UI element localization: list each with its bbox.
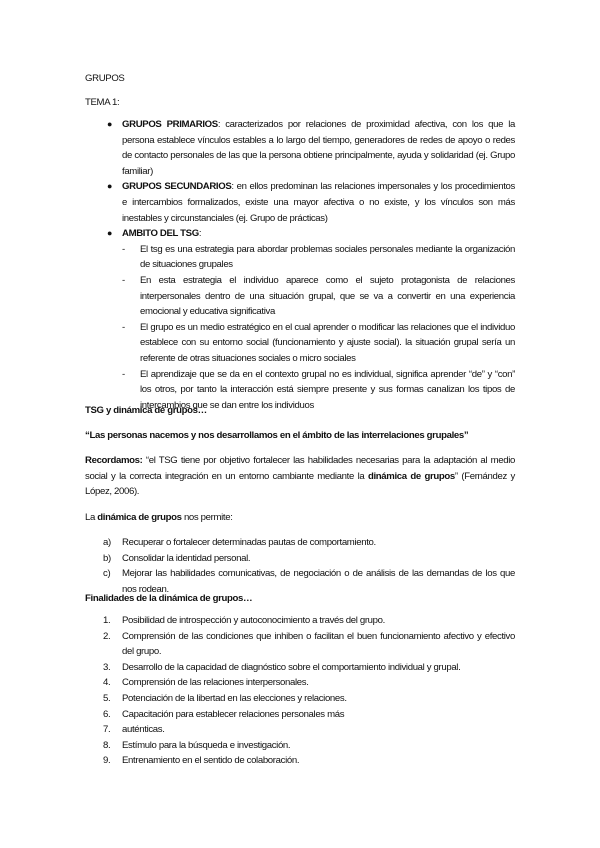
dash-icon: - <box>122 243 125 255</box>
emphasis: dinámica de grupos <box>97 512 182 523</box>
marker: c) <box>103 568 111 580</box>
list-item <box>85 722 515 738</box>
list-item <box>85 226 515 242</box>
list-item <box>85 117 515 179</box>
item-text: Recuperar o fortalecer determinadas pautas de comportamiento. <box>122 537 376 548</box>
item-text: Comprensión de las condiciones que inhiben o facilitan el buen funcionamiento afectivo y efectivo del grupo. <box>122 630 515 658</box>
marker: 3. <box>103 661 111 673</box>
marker: 7. <box>103 724 111 736</box>
item-text: Estímulo para la búsqueda e investigación. <box>122 739 291 751</box>
bullet-icon: ● <box>107 228 113 239</box>
marker: 5. <box>103 692 111 704</box>
sub-item-text: El tsg es una estrategia para abordar problemas sociales personales mediante la organización de situaciones grupales <box>140 243 515 271</box>
item-text: Posibilidad de introspección y autoconocimiento a través del grupo. <box>122 615 385 626</box>
item-text: Consolidar la identidad personal. <box>122 552 251 564</box>
bullet-icon: ● <box>107 181 113 192</box>
term: GRUPOS SECUNDARIOS <box>122 181 232 193</box>
text: “el TSG tiene por objetivo fortalecer las habilidades necesarias para la adaptación al medio social y la correcta integración en un entorno cambiante mediante la <box>85 455 515 482</box>
text: nos permite: <box>181 512 233 523</box>
marker: 9. <box>103 755 111 767</box>
list-item <box>85 179 515 226</box>
list-item <box>85 660 515 676</box>
text: La <box>85 512 98 523</box>
list-item <box>85 707 515 723</box>
item-text: Desarrollo de la capacidad de diagnóstico sobre el comportamiento individual y grupal. <box>122 661 461 673</box>
term: AMBITO DEL TSG <box>122 228 199 240</box>
item-text: auténticas. <box>122 724 165 736</box>
topic-heading: TEMA 1: <box>85 97 120 108</box>
marker: 4. <box>103 677 111 689</box>
recordamos-paragraph <box>85 453 515 500</box>
dash-icon: - <box>122 368 125 380</box>
sub-item-text: El grupo es un medio estratégico en el cual aprender o modificar las relaciones que el individuo establece con su entorno social (funcionamiento y ajuste social). la situación grupal sería un referente de otras situaciones sociales o micro sociales <box>140 321 515 364</box>
document-title: GRUPOS <box>85 73 125 84</box>
sub-item-text: El aprendizaje que se da en el contexto grupal no es individual, significa aprender “de” y “con” los otros, por tanto la interacción está siempre presente y sus formas canalizan los tipos de intercambios que se dan entre los individuos <box>140 368 515 411</box>
section-heading: TSG y dinámica de grupos… <box>85 405 207 416</box>
list-item <box>85 675 515 691</box>
marker: a) <box>103 537 111 548</box>
list-item <box>85 613 515 629</box>
group-types-list <box>85 117 515 413</box>
item-text: Potenciación de la libertad en las elecciones y relaciones. <box>122 692 347 704</box>
emphasis: dinámica de grupos <box>367 470 455 482</box>
section-heading: Finalidades de la dinámica de grupos… <box>85 593 253 604</box>
quote: “Las personas nacemos y nos desarrollamos en el ámbito de las interrelaciones grupales” <box>85 430 469 441</box>
marker: b) <box>103 552 111 564</box>
marker: 1. <box>103 615 111 626</box>
lettered-list <box>85 535 515 597</box>
sub-item <box>85 320 515 367</box>
item-text: Comprensión de las relaciones interpersonales. <box>122 677 309 689</box>
permite-paragraph <box>85 510 515 526</box>
list-item <box>85 551 515 567</box>
bullet-icon: ● <box>107 119 113 129</box>
sub-item <box>85 273 515 320</box>
list-item <box>85 691 515 707</box>
list-item <box>85 753 515 769</box>
item-text: Entrenamiento en el sentido de colaboración. <box>122 755 300 767</box>
finalidades-list <box>85 613 515 769</box>
sub-item <box>85 242 515 273</box>
list-item <box>85 629 515 660</box>
citation: ” (Fernández y López, 2006). <box>85 470 515 498</box>
dash-icon: - <box>122 274 125 286</box>
list-item <box>85 738 515 754</box>
marker: 6. <box>103 708 111 720</box>
marker: 2. <box>103 630 111 642</box>
marker: 8. <box>103 739 111 751</box>
definition: : <box>198 228 202 240</box>
definition: : en ellos predominan las relaciones impersonales y los procedimientos e intercambios formalizados, existe una mayor afectiva o no existe, y los vínculos son más inestables y circunstanciales (ej. Grupo de prácticas) <box>122 181 515 224</box>
list-item <box>85 535 515 551</box>
term: GRUPOS PRIMARIOS <box>122 119 218 130</box>
definition: : caracterizados por relaciones de proximidad afectiva, con los que la persona establece vínculos estables a lo largo del tiempo, generadores de redes de apoyo o redes de contacto personales de las que la persona obtiene principalmente, ayuda y solidaridad (ej. Grupo familiar) <box>122 119 516 177</box>
item-text: Mejorar las habilidades comunicativas, de negociación o de análisis de las demandas de los que nos rodean. <box>122 568 515 595</box>
sub-item-text: En esta estrategia el individuo aparece como el sujeto protagonista de relaciones interpersonales dentro de una situación grupal, que se va a convertir en una experiencia emocional y educativa significativa <box>140 274 515 318</box>
label: Recordamos: <box>85 455 143 466</box>
dash-icon: - <box>122 321 125 333</box>
item-text: Capacitación para establecer relaciones personales más <box>122 708 345 720</box>
